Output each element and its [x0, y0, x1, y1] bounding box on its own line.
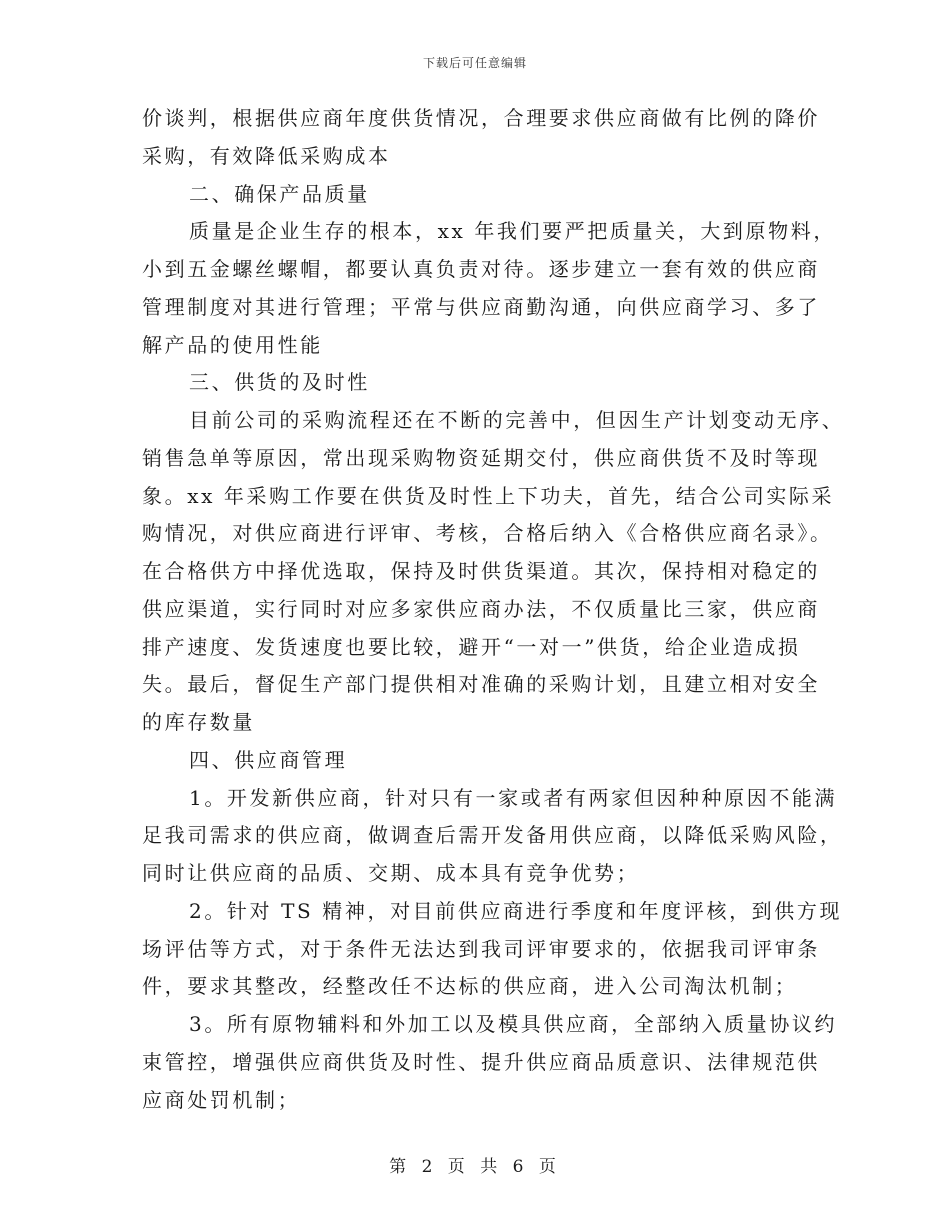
paragraph-line: 在合格供方中择优选取，保持及时供货渠道。其次，保持相对稳定的	[142, 559, 820, 583]
paragraph-line: 质量是企业生存的根本，xx 年我们要严把质量关，大到原物料，	[189, 219, 836, 244]
paragraph-line: 2。针对 TS 精神，对目前供应商进行季度和年度评核，到供方现	[189, 898, 843, 923]
paragraph-line: 管理制度对其进行管理；平常与供应商勤沟通，向供应商学习、多了	[142, 294, 820, 319]
paragraph-line: 目前公司的采购流程还在不断的完善中，但因生产计划变动无序、	[189, 408, 845, 432]
paragraph-line: 失。最后，督促生产部门提供相对准确的采购计划，且建立相对安全	[142, 672, 820, 697]
page-number-footer: 第 2 页 共 6 页	[389, 1157, 561, 1177]
paragraph-line: 束管控，增强供应商供货及时性、提升供应商品质意识、法律规范供	[142, 1049, 820, 1074]
paragraph-line: 供应渠道，实行同时对应多家供应商办法，不仅质量比三家，供应商	[142, 596, 820, 621]
paragraph-line: 足我司需求的供应商，做调查后需开发备用供应商，以降低采购风险，	[142, 823, 843, 848]
paragraph-line: 销售急单等原因，常出现采购物资延期交付，供应商供货不及时等现	[142, 445, 820, 470]
section-heading: 二、确保产品质量	[189, 181, 370, 206]
paragraph-line: 象。xx 年采购工作要在供货及时性上下功夫，首先，结合公司实际采	[142, 483, 835, 508]
paragraph-line: 的库存数量	[142, 710, 255, 734]
paragraph-line: 小到五金螺丝螺帽，都要认真负责对待。逐步建立一套有效的供应商	[142, 257, 820, 281]
document-body	[142, 100, 845, 1119]
paragraph-line: 应商处罚机制；	[142, 1087, 301, 1112]
page-header: 下载后可任意编辑	[422, 56, 527, 70]
paragraph-line: 场评估等方式，对于条件无法达到我司评审要求的，依据我司评审条	[142, 936, 820, 961]
paragraph-line: 解产品的使用性能	[142, 332, 323, 357]
paragraph-line: 同时让供应商的品质、交期、成本具有竞争优势；	[142, 861, 640, 885]
section-heading: 四、供应商管理	[189, 747, 348, 772]
paragraph-line: 3。所有原物辅料和外加工以及模具供应商，全部纳入质量协议约	[189, 1012, 838, 1036]
paragraph-line: 排产速度、发货速度也要比较，避开“一对一”供货，给企业造成损	[142, 634, 801, 659]
paragraph-line: 件，要求其整改，经整改任不达标的供应商，进入公司淘汰机制；	[142, 974, 798, 999]
paragraph-line: 价谈判，根据供应商年度供货情况，合理要求供应商做有比例的降价	[142, 106, 820, 130]
paragraph-line: 1。开发新供应商，针对只有一家或者有两家但因种种原因不能满	[189, 785, 838, 810]
paragraph-line: 采购，有效降低采购成本	[142, 143, 391, 168]
paragraph-line: 购情况，对供应商进行评审、考核，合格后纳入《合格供应商名录》。	[142, 521, 833, 546]
section-heading: 三、供货的及时性	[189, 370, 370, 395]
